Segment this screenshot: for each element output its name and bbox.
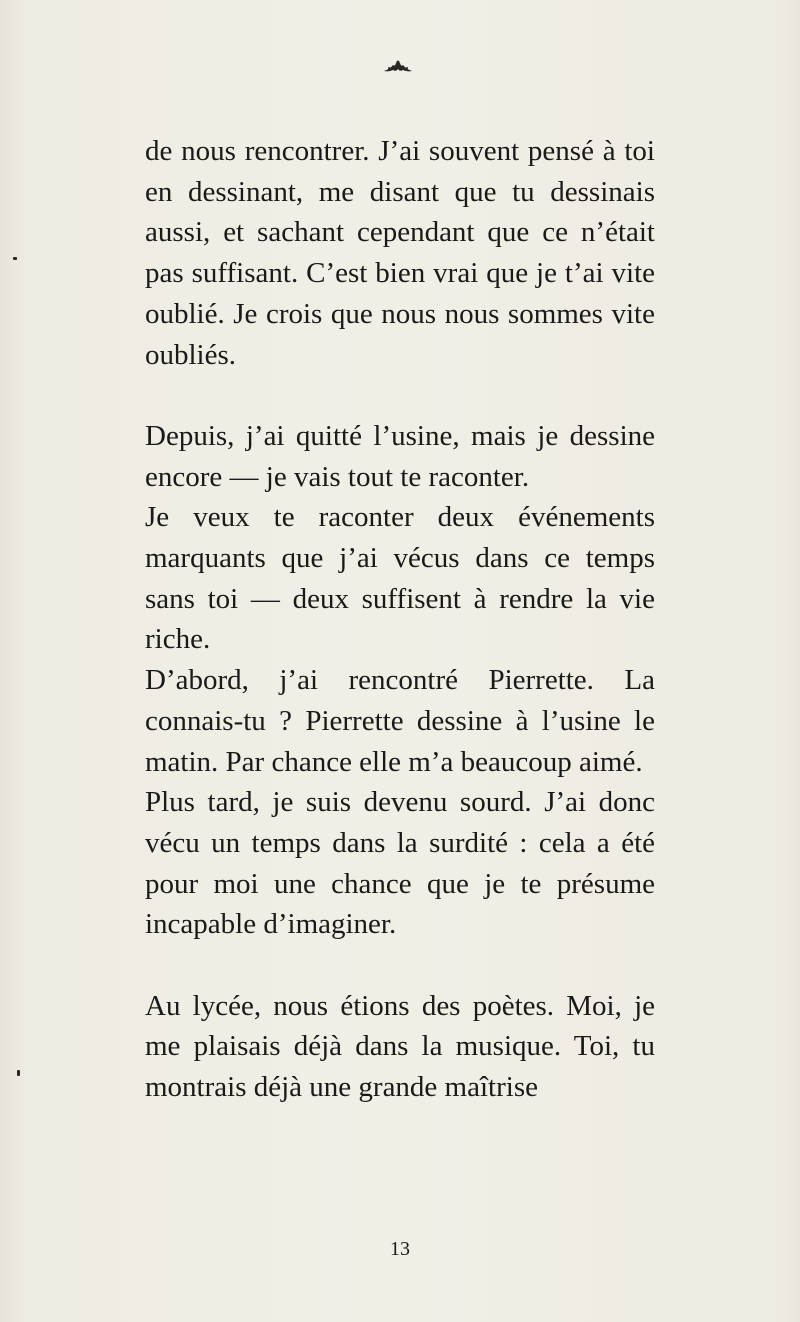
page-number: 13: [390, 1238, 410, 1260]
margin-speck: [17, 1070, 20, 1076]
paragraph-gap: [145, 375, 655, 416]
body-text: [145, 131, 655, 1108]
paragraph: Je veux te raconter deux événements marquants que j’ai vécus dans ce temps sans toi — deux suffisent à rendre la vie riche.: [145, 501, 655, 656]
paragraph: D’abord, j’ai rencontré Pierrette. La connais-tu ? Pierrette dessine à l’usine le matin. Par chance elle m’a beaucoup aimé.: [145, 664, 655, 778]
paragraph: Plus tard, je suis devenu sourd. J’ai donc vécu un temps dans la surdité : cela a été pour moi une chance que je te présume incapable d’imaginer.: [145, 786, 655, 941]
paragraph: Au lycée, nous étions des poètes. Moi, je me plaisais déjà dans la musique. Toi, tu montrais déjà une grande maîtrise: [145, 989, 655, 1104]
fleuron-icon: [381, 58, 415, 74]
paragraph: Depuis, j’ai quitté l’usine, mais je dessine encore — je vais tout te raconter.: [145, 419, 655, 493]
paragraph-gap: [145, 945, 655, 986]
margin-speck: [13, 257, 17, 260]
paragraph: de nous rencontrer. J’ai souvent pensé à toi en dessinant, me disant que tu dessinais aussi, et sachant cependant que ce n’était pas suffisant. C’est bien vrai que je t’ai vite oublié. Je crois que nous nous sommes vite oubliés.: [145, 135, 655, 371]
